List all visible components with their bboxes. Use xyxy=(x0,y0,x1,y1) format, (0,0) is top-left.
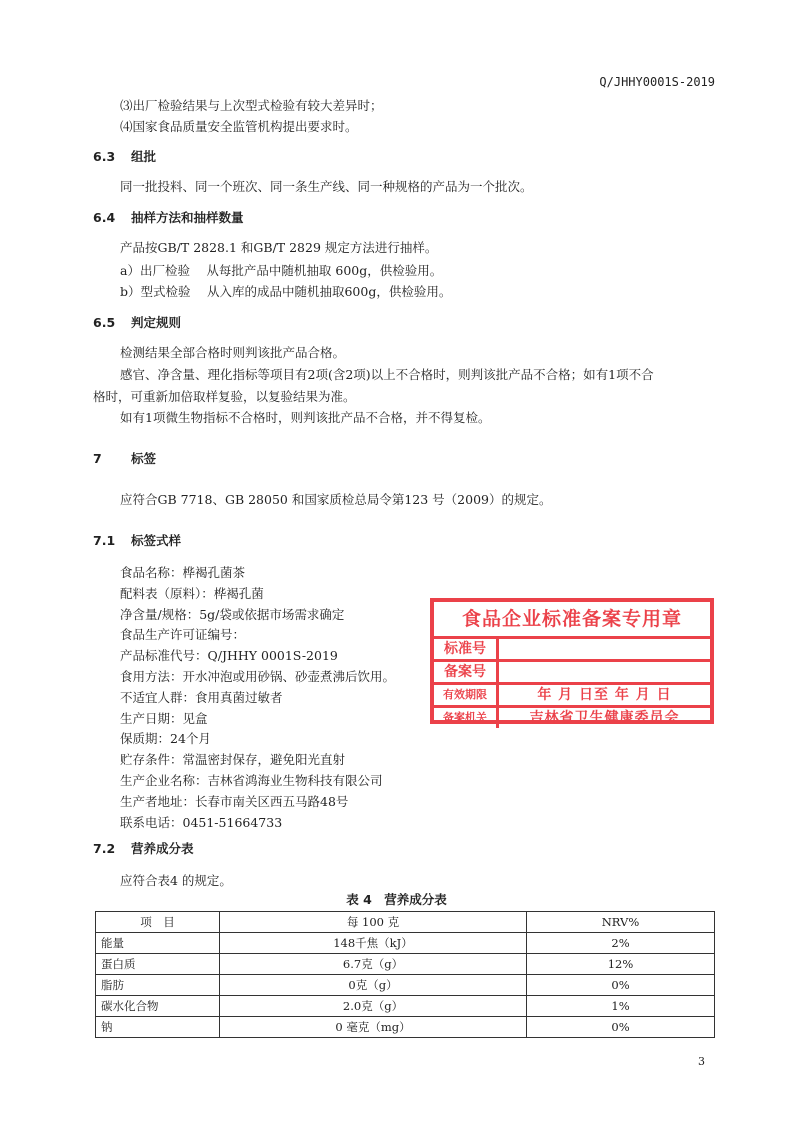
table-cell: 钠 xyxy=(96,1017,220,1038)
table-cell: 碳水化合物 xyxy=(96,996,220,1017)
paragraph: 检测结果全部合格时则判该批产品合格。 xyxy=(120,345,346,360)
section-heading: 7.2 营养成分表 xyxy=(93,841,194,856)
stamp-label: 备案机关 xyxy=(434,708,499,728)
stamp-title: 食品企业标准备案专用章 xyxy=(434,602,710,639)
table-row xyxy=(96,954,715,975)
header-cell: NRV% xyxy=(527,912,715,933)
page-number: 3 xyxy=(698,1055,705,1068)
nutrition-table xyxy=(95,911,715,1038)
table-cell: 脂肪 xyxy=(96,975,220,996)
stamp-label: 备案号 xyxy=(434,662,499,682)
table-cell: 0% xyxy=(527,975,715,996)
label-item: 产品标准代号：Q/JHHY 0001S-2019 xyxy=(120,648,338,664)
paragraph: ⑶出厂检验结果与上次型式检验有较大差异时； xyxy=(120,98,383,113)
stamp-value: 年 月 日至 年 月 日 xyxy=(537,687,672,703)
paragraph: 感官、净含量、理化指标等项目有2项(含2项)以上不合格时，则判该批产品不合格；如有1项不合 xyxy=(120,367,654,382)
table-cell: 1% xyxy=(527,996,715,1017)
label-item: 食品生产许可证编号： xyxy=(120,627,246,643)
stamp-label: 标准号 xyxy=(434,639,499,659)
paragraph: 格时，可重新加倍取样复验，以复验结果为准。 xyxy=(93,389,356,404)
label-item: 食用方法：开水冲泡或用砂锅、砂壶煮沸后饮用。 xyxy=(120,669,396,684)
paragraph: 如有1项微生物指标不合格时，则判该批产品不合格，并不得复检。 xyxy=(120,410,491,425)
section-heading: 6.3 组批 xyxy=(93,149,157,164)
header-cell: 项 目 xyxy=(96,912,220,933)
table-cell: 能量 xyxy=(96,933,220,954)
table-cell: 2.0克（g） xyxy=(220,996,527,1017)
label-item: 保质期：24个月 xyxy=(120,731,211,747)
table-cell: 2% xyxy=(527,933,715,954)
label-item: 生产者地址：长春市南关区西五马路48号 xyxy=(120,793,349,809)
label-item: 食品名称：桦褐孔菌茶 xyxy=(120,565,246,580)
label-item: 不适宜人群：食用真菌过敏者 xyxy=(120,689,283,705)
table-cell: 12% xyxy=(527,954,715,975)
paragraph: 同一批投料、同一个班次、同一条生产线、同一种规格的产品为一个批次。 xyxy=(120,179,533,194)
header-cell: 每 100 克 xyxy=(220,912,527,933)
paragraph: 产品按GB/T 2828.1 和GB/T 2829 规定方法进行抽样。 xyxy=(120,240,438,255)
table-row xyxy=(96,1017,715,1038)
table-row xyxy=(96,975,715,996)
stamp-value: 吉林省卫生健康委员会 xyxy=(529,710,680,726)
section-heading: 6.4 抽样方法和抽样数量 xyxy=(93,210,244,225)
paragraph: b）型式检验 从入库的成品中随机抽取600g，供检验用。 xyxy=(120,284,452,299)
table-header-row xyxy=(96,912,715,933)
doc-code: Q/JHHY0001S-2019 xyxy=(599,75,715,89)
table-cell: 6.7克（g） xyxy=(220,954,527,975)
paragraph: ⑷国家食品质量安全监管机构提出要求时。 xyxy=(120,119,358,134)
label-item: 生产日期：见盒 xyxy=(120,710,208,726)
section-heading: 7 标签 xyxy=(93,451,157,466)
label-item: 净含量/规格：5g/袋或依据市场需求确定 xyxy=(120,606,345,622)
stamp-label: 有效期限 xyxy=(434,685,499,705)
table-row xyxy=(96,933,715,954)
table-cell: 蛋白质 xyxy=(96,954,220,975)
table-cell: 0 毫克（mg） xyxy=(220,1017,527,1038)
paragraph: a）出厂检验 从每批产品中随机抽取 600g，供检验用。 xyxy=(120,263,443,278)
filing-stamp xyxy=(430,598,714,724)
label-item: 联系电话：0451-51664733 xyxy=(120,814,283,830)
section-heading: 6.5 判定规则 xyxy=(93,315,182,330)
table-cell: 148千焦（kJ） xyxy=(220,933,527,954)
table-row xyxy=(96,996,715,1017)
table-caption: 表 4 营养成分表 xyxy=(346,892,447,907)
table-cell: 0克（g） xyxy=(220,975,527,996)
label-item: 生产企业名称：吉林省鸿海业生物科技有限公司 xyxy=(120,773,383,788)
table-cell: 0% xyxy=(527,1017,715,1038)
section-heading: 7.1 标签式样 xyxy=(93,533,182,548)
label-item: 配料表（原料）：桦褐孔菌 xyxy=(120,585,264,601)
label-item: 贮存条件：常温密封保存，避免阳光直射 xyxy=(120,752,346,768)
paragraph: 应符合GB 7718、GB 28050 和国家质检总局令第123 号（2009）的规定。 xyxy=(120,492,552,507)
paragraph: 应符合表4 的规定。 xyxy=(120,873,232,888)
